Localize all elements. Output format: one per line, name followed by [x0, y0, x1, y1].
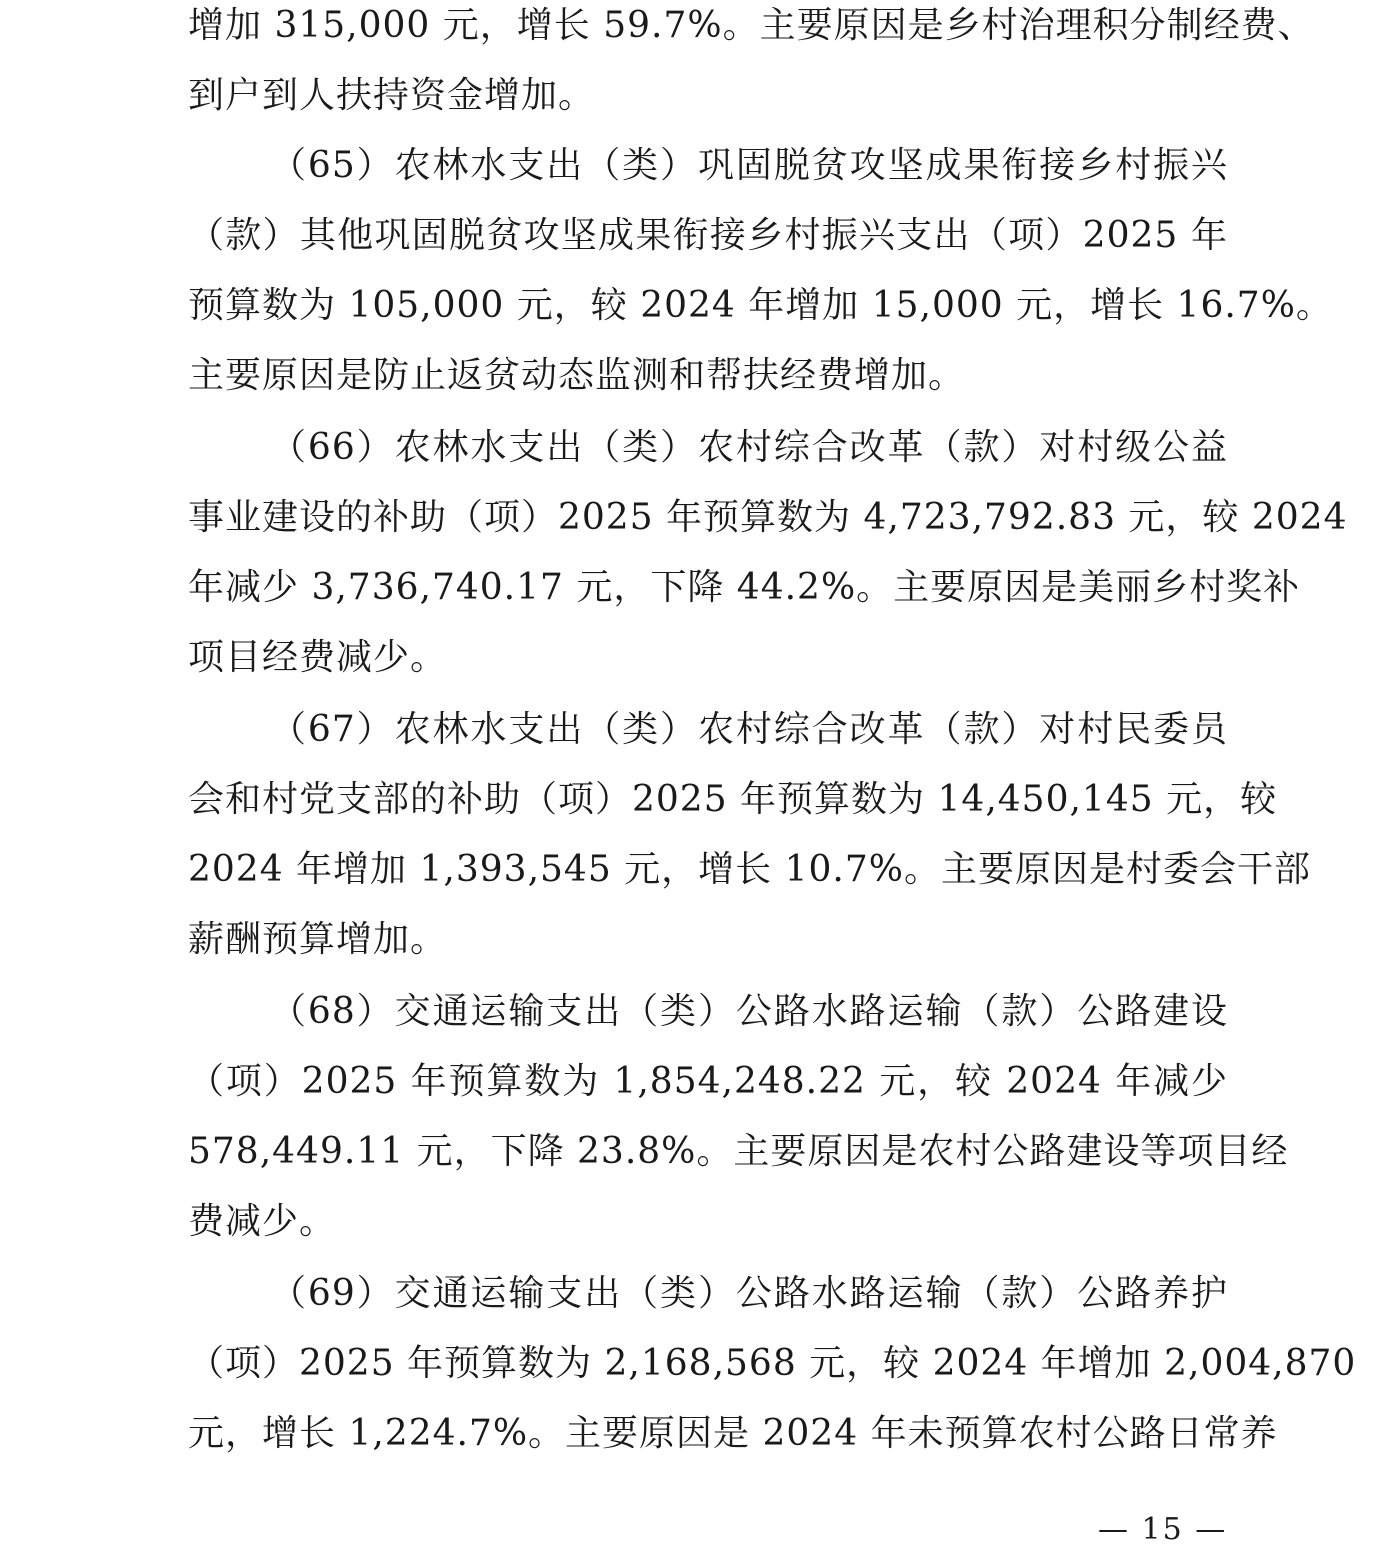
text-line: （65）农林水支出（类）巩固脱贫攻坚成果衔接乡村振兴: [270, 145, 1228, 186]
text-line: （款）其他巩固脱贫攻坚成果衔接乡村振兴支出（项）2025 年: [188, 215, 1228, 256]
text-line: （68）交通运输支出（类）公路水路运输（款）公路建设: [270, 991, 1228, 1032]
text-line: 年减少 3,736,740.17 元，下降 44.2%。主要原因是美丽乡村奖补: [188, 567, 1301, 608]
text-line: （69）交通运输支出（类）公路水路运输（款）公路养护: [270, 1273, 1228, 1314]
text-line: 费减少。: [188, 1201, 337, 1242]
text-line: 主要原因是防止返贫动态监测和帮扶经费增加。: [188, 355, 966, 396]
text-line: 到户到人扶持资金增加。: [188, 75, 596, 116]
text-line: （项）2025 年预算数为 2,168,568 元，较 2024 年增加 2,004,870: [188, 1343, 1357, 1384]
text-line: 增加 315,000 元，增长 59.7%。主要原因是乡村治理积分制经费、: [188, 5, 1315, 46]
text-line: 项目经费减少。: [188, 637, 448, 678]
text-line: 578,449.11 元，下降 23.8%。主要原因是农村公路建设等项目经: [188, 1131, 1289, 1172]
text-line: 薪酬预算增加。: [188, 919, 448, 960]
text-line: 2024 年增加 1,393,545 元，增长 10.7%。主要原因是村委会干部: [188, 849, 1311, 890]
text-line: （项）2025 年预算数为 1,854,248.22 元，较 2024 年减少: [188, 1061, 1228, 1102]
text-line: 预算数为 105,000 元，较 2024 年增加 15,000 元，增长 16.7%。: [188, 285, 1333, 326]
text-line: （67）农林水支出（类）农村综合改革（款）对村民委员: [270, 709, 1228, 750]
page-number: — 15 —: [1098, 1512, 1228, 1547]
text-line: （66）农林水支出（类）农村综合改革（款）对村级公益: [270, 427, 1228, 468]
text-line: 事业建设的补助（项）2025 年预算数为 4,723,792.83 元，较 2024: [188, 497, 1348, 538]
text-line: 元，增长 1,224.7%。主要原因是 2024 年未预算农村公路日常养: [188, 1413, 1278, 1454]
text-line: 会和村党支部的补助（项）2025 年预算数为 14,450,145 元，较: [188, 779, 1278, 820]
